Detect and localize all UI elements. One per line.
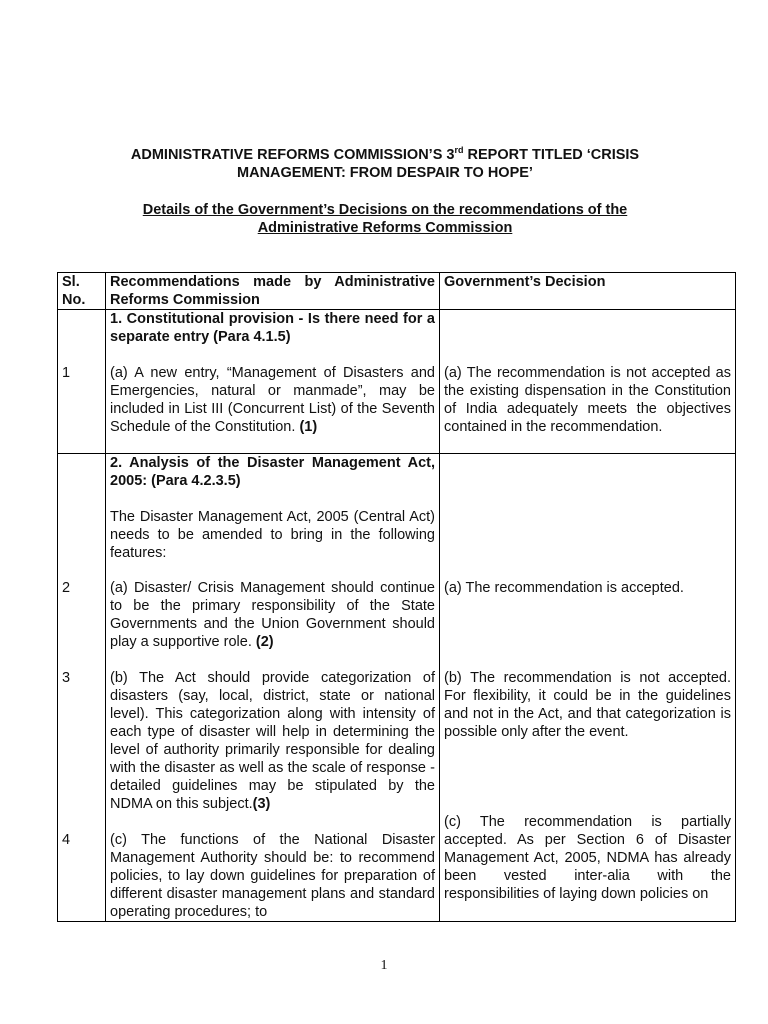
document-title (60, 146, 710, 182)
title-part1: ADMINISTRATIVE REFORMS COMMISSION’S 3 (130, 147, 455, 163)
decision-text: (b) The recommendation is not accepted. For flexibility, it could be in the guidelines and not in the Act, and that categorization is possible only after the event. (444, 670, 731, 740)
row-decision (440, 310, 736, 454)
table-row (58, 310, 736, 454)
recommendation-text: (a) Disaster/ Crisis Management should continue to be the primary responsibility of the State Governments and the Union Government should play a supportive role. (110, 580, 435, 650)
decision-text: (a) The recommendation is accepted. (444, 580, 684, 596)
row-sl-no: 1 (58, 310, 106, 454)
table-row (58, 454, 736, 922)
row-decision (440, 454, 736, 922)
header-sl-no: Sl. No. (58, 273, 106, 310)
recommendation-ref: (2) (255, 634, 274, 650)
subtitle-line2: Administrative Reforms Commission (257, 220, 513, 236)
table-header-row (58, 273, 736, 310)
subtitle-line1: Details of the Government’s Decisions on the recommendations of the (142, 202, 628, 218)
header-recommendations: Recommendations made by Administrative Reforms Commission (106, 273, 440, 310)
recommendation-text: (c) The functions of the National Disaster Management Authority should be: to recommend policies, to lay down guidelines for preparation of different disaster management plans and standard operating procedures; to (110, 832, 435, 920)
recommendation-ref: (1) (299, 419, 318, 435)
page-number: 1 (380, 958, 388, 973)
recommendation-text: (b) The Act should provide categorization of disasters (say, local, district, state or national level). This categorization along with intensity of each type of disaster will help in determining the level of authority primarily responsible for dealing with the disaster as well as the scale of response - detailed guidelines may be stipulated by the NDMA on this subject. (110, 670, 435, 812)
section-heading: 1. Constitutional provision - Is there need for a separate entry (Para 4.1.5) (110, 311, 435, 345)
decision-text: (c) The recommendation is partially accepted. As per Section 6 of Disaster Management Act, 2005, NDMA has already been vested inter-alia with the responsibilities of laying down policies on (444, 814, 731, 902)
section-intro: The Disaster Management Act, 2005 (Central Act) needs to be amended to bring in the following features: (110, 509, 435, 561)
recommendations-table (57, 272, 736, 922)
row-sl-no: 2 3 4 (58, 454, 106, 922)
header-decision: Government’s Decision (440, 273, 736, 310)
title-superscript: rd (454, 145, 464, 155)
row-recommendation (106, 454, 440, 922)
section-heading: 2. Analysis of the Disaster Management Act, 2005: (Para 4.2.3.5) (110, 455, 435, 489)
title-line2: MANAGEMENT: FROM DESPAIR TO HOPE’ (237, 165, 533, 181)
recommendation-text: (a) A new entry, “Management of Disasters and Emergencies, natural or manmade”, may be included in List III (Concurrent List) of the Seventh Schedule of the Constitution. (110, 365, 435, 435)
decision-text: (a) The recommendation is not accepted as the existing dispensation in the Constitution of India adequately meets the objectives contained in the recommendation. (444, 365, 731, 435)
recommendation-ref: (3) (252, 796, 271, 812)
row-recommendation (106, 310, 440, 454)
document-subtitle (60, 201, 710, 237)
title-part2: REPORT TITLED ‘CRISIS (463, 147, 640, 163)
